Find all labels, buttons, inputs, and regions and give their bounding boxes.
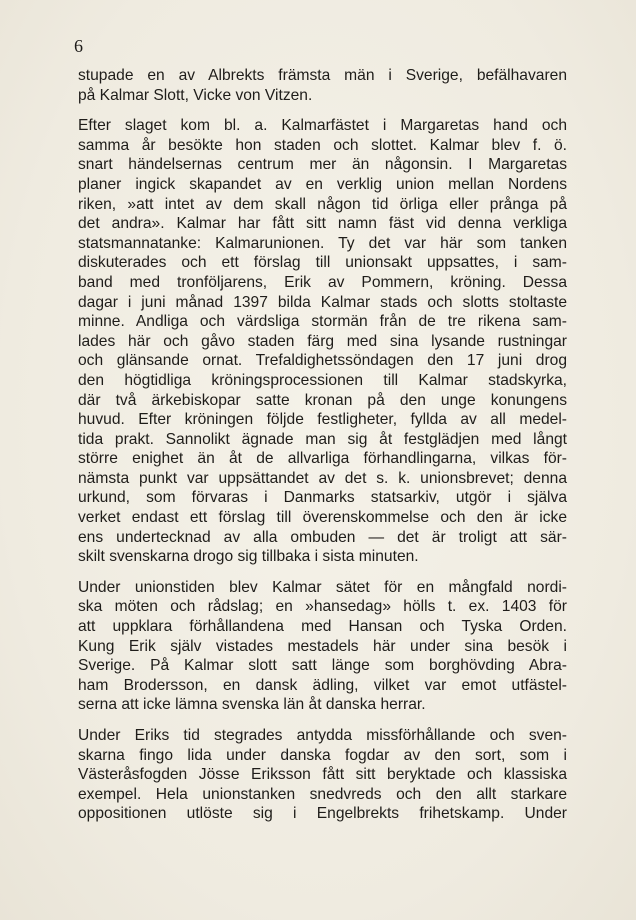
text-line: diskuterades och ett förslag till unionsakt uppsattes, i sam- xyxy=(78,254,567,272)
text-line: den högtidliga kröningsprocessionen till Kalmar stadskyrka, xyxy=(78,371,567,389)
text-line: ska möten och rådslag; en »hansedag» hölls t. ex. 1403 för xyxy=(78,598,567,616)
text-line: samma år besökte hon staden och slottet. Kalmar blev f. ö. xyxy=(78,136,567,154)
paragraph xyxy=(78,578,567,715)
page-number: 6 xyxy=(74,36,83,56)
text-line: verket endast ett förslag till överenskommelse och den är icke xyxy=(78,509,567,527)
text-line: statsmannatanke: Kalmarunionen. Ty det var här som tanken xyxy=(78,234,567,252)
paragraph xyxy=(78,726,567,824)
paragraph-gap xyxy=(78,105,567,116)
text-line: Västeråsfogden Jösse Eriksson fått sitt beryktade och klassiska xyxy=(78,766,567,784)
text-line: och glänsande ornat. Trefaldighetssöndagen den 17 juni drog xyxy=(78,352,567,370)
text-line: Efter slaget kom bl. a. Kalmarfästet i Margaretas hand och xyxy=(78,117,567,135)
text-line: Under unionstiden blev Kalmar sätet för en mångfald nordi- xyxy=(78,578,567,596)
text-line: tida prakt. Sannolikt ägnade man sig åt festglädjen med långt xyxy=(78,430,567,448)
text-line: Kung Erik själv vistades mestadels här under sina besök i xyxy=(78,637,567,655)
text-line: band med tronföljarens, Erik av Pommern, kröning. Dessa xyxy=(78,273,567,291)
text-line: exempel. Hela unionstanken snedvreds och den allt starkare xyxy=(78,785,567,803)
text-line: riken, »att intet av dem skall någon tid örliga eller prånga på xyxy=(78,195,567,213)
paragraph xyxy=(78,66,567,105)
text-line: nämsta punkt var uppsättandet av det s. k. unionsbrevet; denna xyxy=(78,469,567,487)
text-line: på Kalmar Slott, Vicke von Vitzen. xyxy=(78,86,313,104)
text-line: Under Eriks tid stegrades antydda missförhållande och sven- xyxy=(78,727,567,744)
paragraph-gap xyxy=(78,567,567,578)
text-line: ens undertecknad av alla ombuden — det är troligt att sär- xyxy=(78,528,567,546)
text-line: huvud. Efter kröningen följde festligheter, fyllda av all medel- xyxy=(78,411,567,429)
text-line: urkund, som förvaras i Danmarks statsarkiv, utgör i själva xyxy=(78,489,567,507)
paragraph xyxy=(78,116,567,567)
text-line: serna att icke lämna svenska län åt danska herrar. xyxy=(78,696,426,714)
text-line: där två ärkebiskopar satte kronan på den unge konungens xyxy=(78,391,567,409)
text-line: det andra». Kalmar har fått sitt namn fäst vid denna verkliga xyxy=(78,215,567,233)
text-line: snart händelsernas centrum mer än någonsin. I Margaretas xyxy=(78,156,567,174)
text-line: stupade en av Albrekts främsta män i Sverige, befälhavaren xyxy=(78,67,567,84)
text-line: Sverige. På Kalmar slott satt länge som borghövding Abra- xyxy=(78,657,567,675)
text-line: skarna fingo lida under danska fogdar av den sort, som i xyxy=(78,746,567,764)
text-line: planer ingick skapandet av en verklig union mellan Nordens xyxy=(78,175,567,193)
text-line: ham Brodersson, en dansk ädling, vilket var emot utfästel- xyxy=(78,676,567,694)
text-line: större enighet än åt de allvarliga förhandlingarna, vilkas för- xyxy=(78,450,567,468)
text-line: minne. Andliga och värdsliga stormän från de tre rikena sam- xyxy=(78,313,567,331)
text-line: lades här och gåvo staden färg med sina lysande rustningar xyxy=(78,332,567,350)
text-line: skilt svenskarna drogo sig tillbaka i sista minuten. xyxy=(78,548,419,566)
text-line: oppositionen utlöste sig i Engelbrekts frihetskamp. Under xyxy=(78,805,567,823)
text-line: dagar i juni månad 1397 bilda Kalmar stads och slotts stoltaste xyxy=(78,293,567,311)
body-text xyxy=(78,66,567,824)
text-line: att uppklara förhållandena med Hansan och Tyska Orden. xyxy=(78,618,567,636)
paragraph-gap xyxy=(78,715,567,726)
